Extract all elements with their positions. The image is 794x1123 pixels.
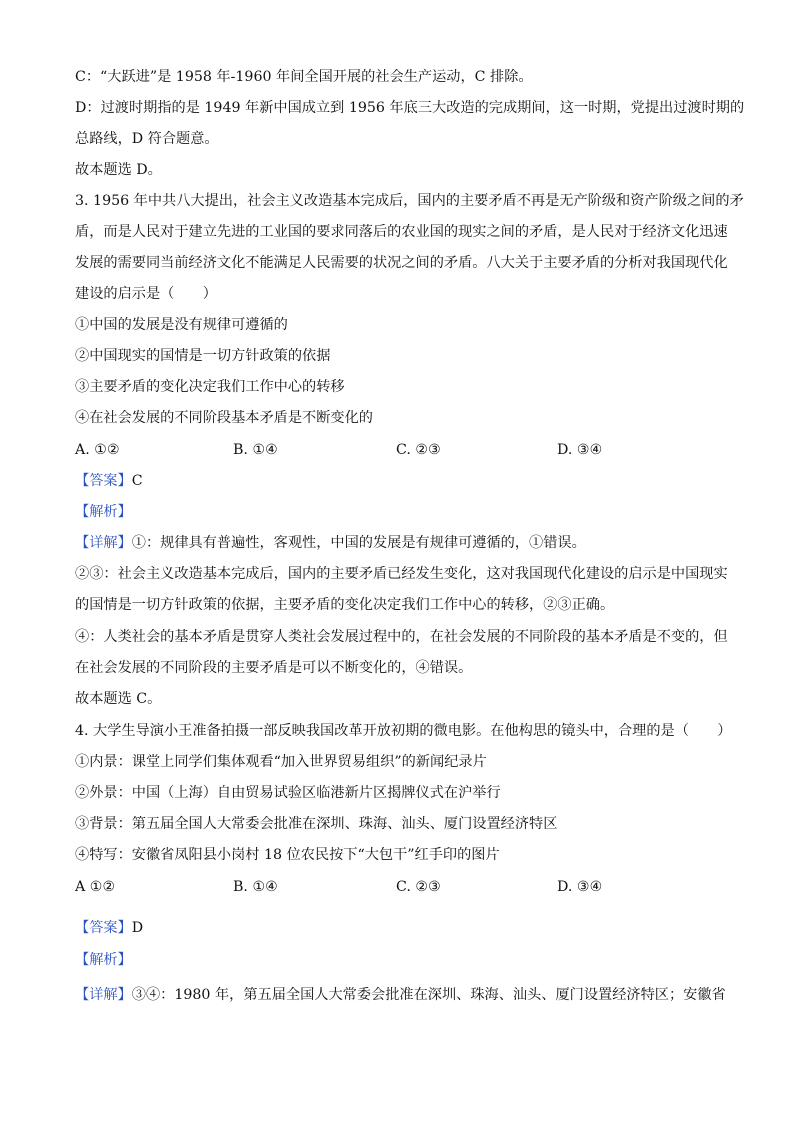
detail-tag: 【详解】 [75,535,132,551]
question-3-item: ②中国现实的国情是一切方针政策的依据 [75,348,331,364]
text-line: 总路线，D 符合题意。 [75,131,219,147]
q4-option-d: D. ③④ [557,879,603,895]
q4-detail [75,985,726,1005]
answer-tag: 【答案】 [75,920,132,936]
question-3-item: ④在社会发展的不同阶段基本矛盾是不断变化的 [75,410,373,426]
text-line: 故本题选 D。 [75,162,162,178]
question-4-item: ④特写：安徽省凤阳县小岗村 18 位农民按下“大包干”红手印的图片 [75,847,500,863]
question-3-stem: 发展的需要同当前经济文化不能满足人民需要的状况之间的矛盾。八大关于主要矛盾的分析对我国现代化 [75,255,728,271]
q3-analysis-tag: 【解析】 [75,504,132,520]
question-3-stem: 3. 1956 年中共八大提出，社会主义改造基本完成后，国内的主要矛盾不再是无产阶级和资产阶级之间的矛 [75,193,744,209]
q4-option-a: A ①② [75,879,116,895]
text-line: 故本题选 C。 [75,691,162,707]
text-line: C：“大跃进”是 1958 年-1960 年间全国开展的社会生产运动，C 排除。 [75,69,533,85]
detail-text: ①：规律具有普遍性，客观性，中国的发展是有规律可遵循的，①错误。 [131,535,586,551]
answer-value: D [131,920,144,936]
answer-value: C [131,473,143,489]
q3-option-c: C. ②③ [396,442,441,458]
answer-tag: 【答案】 [75,473,132,489]
detail-tag: 【详解】 [75,987,132,1003]
detail-text: ③④：1980 年，第五届全国人大常委会批准在深圳、珠海、汕头、厦门设置经济特区；安徽省 [131,987,726,1003]
text-line: D：过渡时期指的是 1949 年新中国成立到 1956 年底三大改造的完成期间，这一时期，党提出过渡时期的 [75,100,745,116]
q4-option-b: B. ①④ [233,879,278,895]
q3-option-d: D. ③④ [557,442,603,458]
q3-option-b: B. ①④ [233,442,278,458]
q3-answer [75,471,143,491]
question-3-stem: 盾，而是人民对于建立先进的工业国的要求同落后的农业国的现实之间的矛盾，是人民对于经济文化迅速 [75,224,728,240]
text-line: 在社会发展的不同阶段的主要矛盾是可以不断变化的，④错误。 [75,660,473,676]
q4-answer [75,918,143,938]
q4-analysis-tag: 【解析】 [75,952,132,968]
question-3-stem: 建设的启示是（ ） [75,286,217,302]
question-4-stem: 4. 大学生导演小王准备拍摄一部反映我国改革开放初期的微电影。在他构思的镜头中，合理的是（ ） [75,723,732,739]
question-3-item: ①中国的发展是没有规律可遵循的 [75,317,288,333]
text-line: ②③：社会主义改造基本完成后，国内的主要矛盾已经发生变化，这对我国现代化建设的启示是中国现实 [75,566,728,582]
q3-option-a: A. ①② [75,442,120,458]
question-4-item: ③背景：第五届全国人大常委会批准在深圳、珠海、汕头、厦门设置经济特区 [75,816,558,832]
q4-option-c: C. ②③ [396,879,441,895]
q3-detail [75,533,586,553]
text-line: 的国情是一切方针政策的依据，主要矛盾的变化决定我们工作中心的转移，②③正确。 [75,597,615,613]
text-line: ④：人类社会的基本矛盾是贯穿人类社会发展过程中的，在社会发展的不同阶段的基本矛盾是不变的，但 [75,629,728,645]
question-4-item: ①内景：课堂上同学们集体观看“加入世界贸易组织”的新闻纪录片 [75,754,487,770]
question-3-item: ③主要矛盾的变化决定我们工作中心的转移 [75,379,345,395]
question-4-item: ②外景：中国（上海）自由贸易试验区临港新片区揭牌仪式在沪举行 [75,785,501,801]
